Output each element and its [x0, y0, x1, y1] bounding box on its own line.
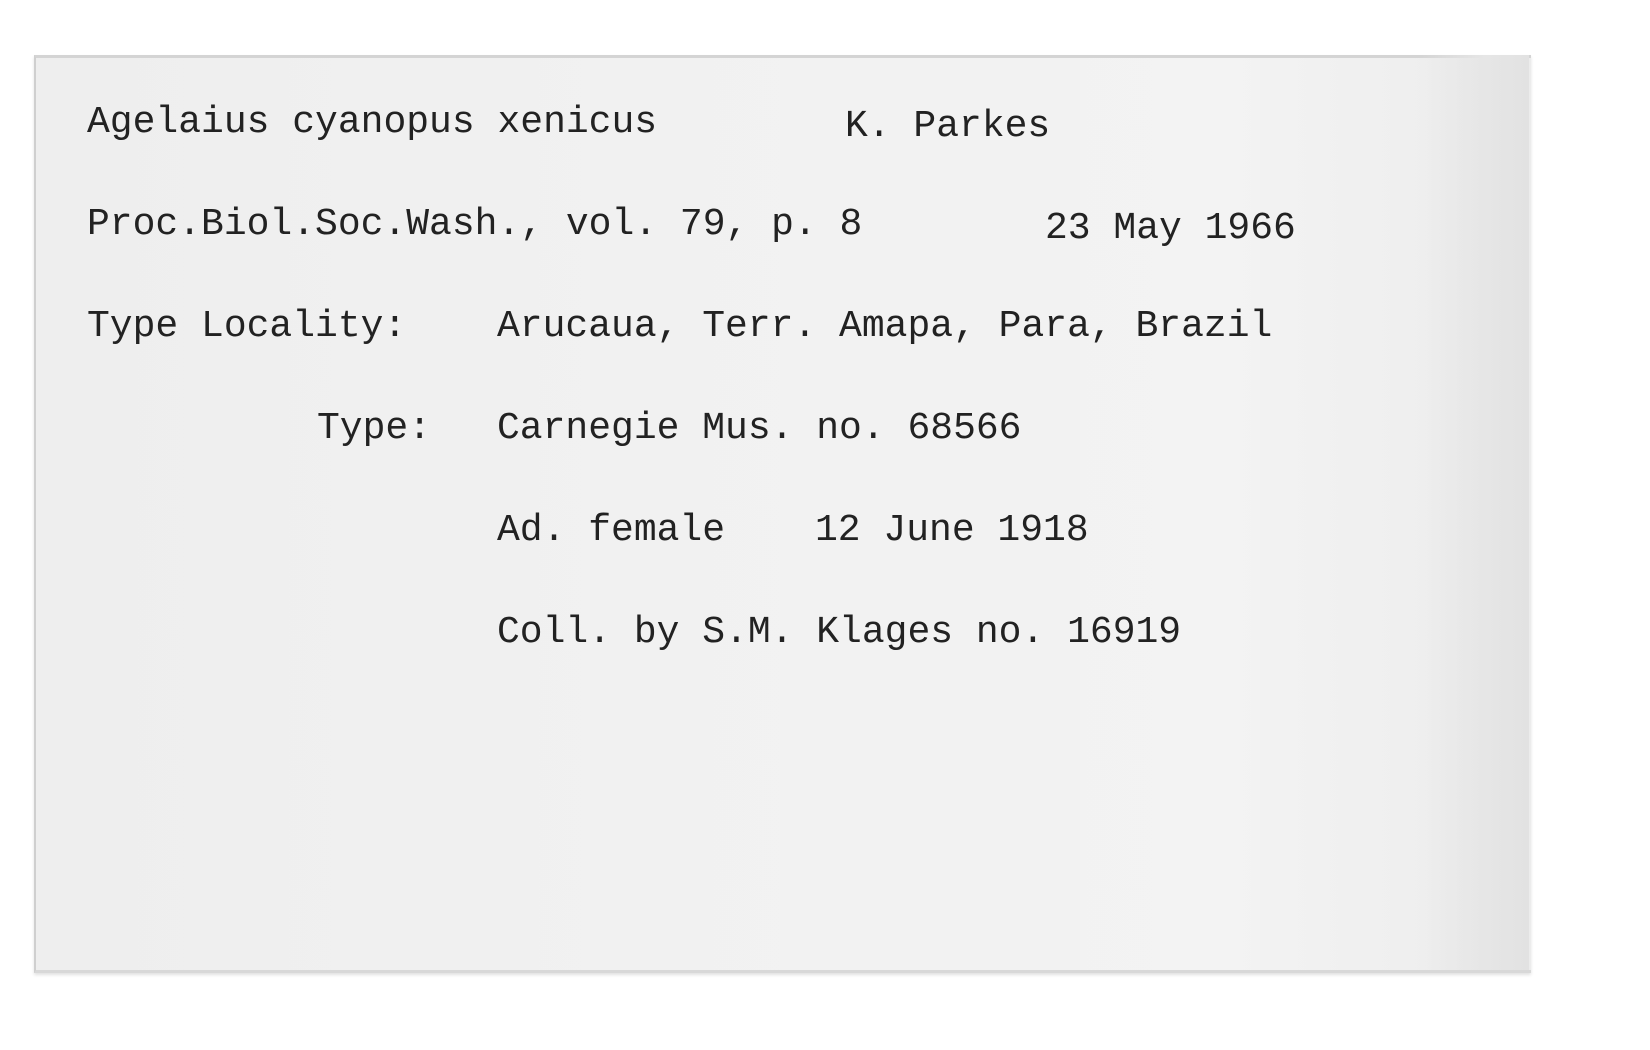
type-locality-label: Type Locality:: [87, 305, 407, 348]
type-locality-value: Arucaua, Terr. Amapa, Para, Brazil: [497, 305, 1273, 348]
citation-date: 23 May 1966: [1045, 207, 1296, 250]
index-card: [34, 55, 1531, 973]
species-name: Agelaius cyanopus xenicus: [87, 101, 658, 144]
specimen-date: 12 June 1918: [815, 509, 1089, 552]
type-label: Type:: [317, 407, 432, 450]
author-name: K. Parkes: [845, 105, 1051, 148]
collector: Coll. by S.M. Klages no. 16919: [497, 611, 1182, 654]
specimen-sex: Ad. female: [497, 509, 726, 552]
type-value: Carnegie Mus. no. 68566: [497, 407, 1022, 450]
citation: Proc.Biol.Soc.Wash., vol. 79, p. 8: [87, 203, 863, 246]
